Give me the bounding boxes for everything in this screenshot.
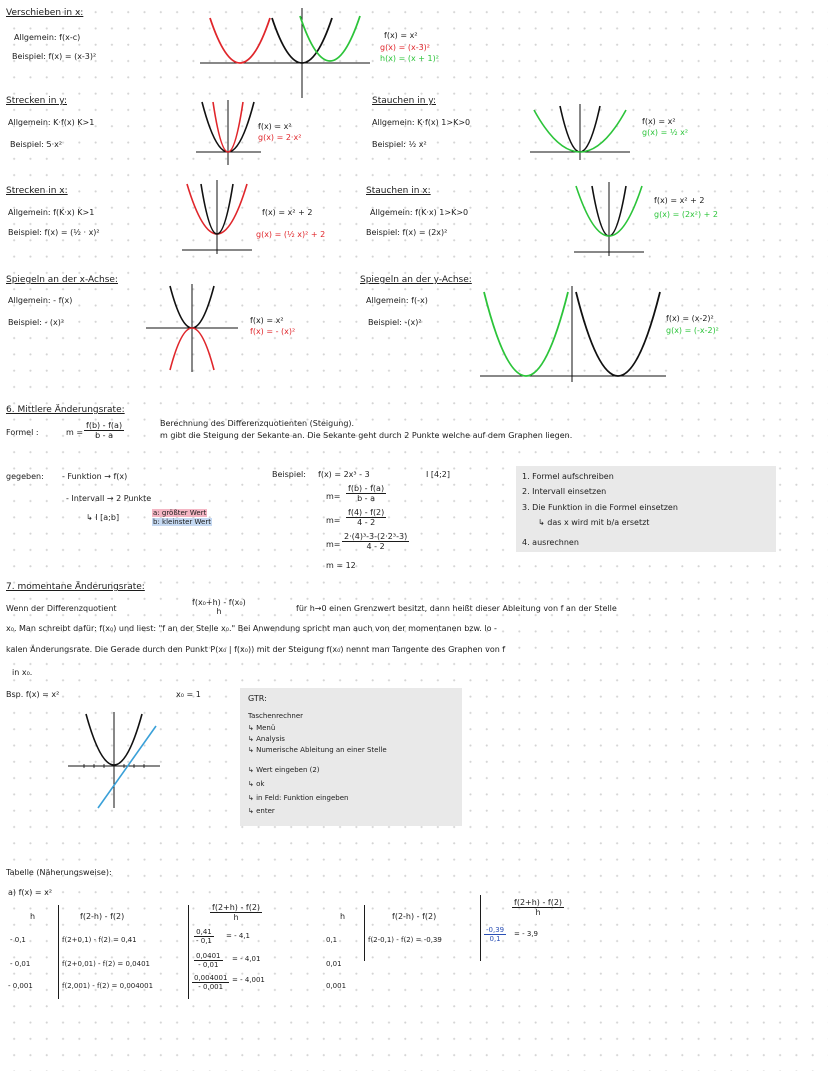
m1-num: f(b) - f(a) <box>348 484 385 493</box>
right-row1-res: = - 3,9 <box>514 930 538 938</box>
step-3: 3. Die Funktion in die Formel einsetzen <box>522 503 678 512</box>
left-row3-h: - 0,001 <box>8 982 33 990</box>
left-divider-1 <box>58 905 59 999</box>
strecken-x-allgemein: Allgemein: f(K·x) K>1 <box>8 208 95 217</box>
right-divider-1 <box>364 905 365 961</box>
left-col-diff-header: f(2-h) - f(2) <box>80 912 125 921</box>
verschieben-f: f(x) = x² <box>384 31 418 40</box>
spiegeln-y-title: Spiegeln an der y-Achse: <box>360 275 472 285</box>
left-row2-frac <box>194 952 223 969</box>
step-3b: ↳ das x wird mit b/a ersetzt <box>538 518 650 527</box>
right-row1-frac <box>484 926 506 943</box>
stauchen-y-allgemein: Allgemein: K·f(x) 1>K>0 <box>372 118 471 127</box>
verschieben-allgemein: Allgemein: f(x-c) <box>14 33 81 42</box>
section7-line4: in x₀. <box>12 668 33 677</box>
beispiel6-interval: I [4;2] <box>426 470 451 479</box>
tabelle-title: Tabelle (Näherungsweise): <box>6 868 112 877</box>
section6-formel-label: Formel : <box>6 428 39 437</box>
strecken-y-graph <box>196 100 261 165</box>
stauchen-y-f: f(x) = x² <box>642 117 676 126</box>
verschieben-title: Verschieben in x: <box>6 8 84 18</box>
stauchen-y-g: g(x) = ½ x² <box>642 128 689 137</box>
right-row1-den: 0,1 <box>489 935 501 943</box>
stauchen-x-f: f(x) = x² + 2 <box>654 196 705 205</box>
right-frac-header-num: f(2+h) - f(2) <box>514 898 563 907</box>
section7-diffquot <box>190 598 248 616</box>
formula-numerator: f(b) - f(a) <box>86 421 123 430</box>
formula-denominator: b - a <box>95 431 114 440</box>
left-row1-h: - 0,1 <box>10 936 26 944</box>
stauchen-y-graph <box>530 104 630 160</box>
left-row2-res: = - 4,01 <box>232 955 261 963</box>
section6-title: 6. Mittlere Änderungsrate: <box>6 405 125 415</box>
gegeben-interval-ab: ↳ I [a;b] <box>86 513 120 522</box>
section6-desc2: m gibt die Steigung der Sekante an. Die Sekante geht durch 2 Punkte welche auf dem Graphen liegen. <box>160 431 573 440</box>
m-result: m = 12 <box>326 561 356 570</box>
gtr-step-3: ↳ Analysis <box>248 735 285 743</box>
right-row1-h: 0,1 <box>326 936 338 944</box>
verschieben-g: g(x) = (x-3)² <box>380 43 431 52</box>
diffquot-num: f(x₀+h) - f(x₀) <box>192 598 246 607</box>
gegeben-label: gegeben: <box>6 472 44 481</box>
stauchen-x-title: Stauchen in x: <box>366 186 431 196</box>
left-divider-2 <box>188 905 189 999</box>
step-4: 4. ausrechnen <box>522 538 579 547</box>
section7-line1a: Wenn der Differenzquotient <box>6 604 117 613</box>
beispiel6-func: f(x) = 2x³ - 3 <box>318 470 370 479</box>
spiegeln-x-f: f(x) = x² <box>250 316 284 325</box>
stauchen-x-g: g(x) = (2x²) + 2 <box>654 210 718 219</box>
m-eq-3: m= <box>326 540 341 549</box>
verschieben-beispiel: Beispiel: f(x) = (x-3)² <box>12 52 97 61</box>
spiegeln-x-allgemein: Allgemein: - f(x) <box>8 296 73 305</box>
m1-den: b - a <box>357 494 376 503</box>
a-note-text: a: größter Wert <box>153 509 207 517</box>
b-note-text: b: kleinster Wert <box>153 518 211 526</box>
gtr-step-5: ↳ Wert eingeben (2) <box>248 766 320 774</box>
right-col-h-header: h <box>340 912 346 921</box>
stauchen-y-beispiel: Beispiel: ½ x² <box>372 140 427 149</box>
section7-bsp: Bsp. f(x) = x² <box>6 690 60 699</box>
left-col-frac-header <box>210 903 262 922</box>
m-frac-3 <box>342 532 409 551</box>
m3-den: 4 - 2 <box>366 542 385 551</box>
beispiel6-label: Beispiel: <box>272 470 306 479</box>
diffquot-den: h <box>216 607 222 616</box>
left-frac-header-num: f(2+h) - f(2) <box>212 903 261 912</box>
section7-x0: x₀ = 1 <box>176 690 201 699</box>
strecken-y-beispiel: Beispiel: 5·x² <box>10 140 63 149</box>
left-row1-den: - 0,1 <box>196 937 212 945</box>
right-divider-2 <box>480 895 481 961</box>
right-col-diff-header: f(2-h) - f(2) <box>392 912 437 921</box>
strecken-x-title: Strecken in x: <box>6 186 68 196</box>
spiegeln-x-title: Spiegeln an der x-Achse: <box>6 275 118 285</box>
left-row3-diff: f(2,001) - f(2) = 0,004001 <box>62 982 154 990</box>
stauchen-x-graph <box>574 182 644 256</box>
m-frac-1 <box>346 484 386 503</box>
gegeben-intervall: - Intervall → 2 Punkte <box>66 494 152 503</box>
spiegeln-y-g: g(x) = (-x-2)² <box>666 326 719 335</box>
spiegeln-y-allgemein: Allgemein: f(-x) <box>366 296 428 305</box>
tangent-graph <box>68 712 160 808</box>
left-row3-num: 0,004001 <box>194 974 228 982</box>
stauchen-y-title: Stauchen in y: <box>372 96 436 106</box>
section6-desc1: Berechnung des Differenzquotienten (Steigung). <box>160 419 355 428</box>
strecken-x-beispiel: Beispiel: f(x) = (½ · x)² <box>8 228 100 237</box>
section6-m-eq: m = <box>66 428 84 437</box>
m-eq-1: m= <box>326 492 341 501</box>
step-1: 1. Formel aufschreiben <box>522 472 614 481</box>
step-2: 2. Intervall einsetzen <box>522 487 607 496</box>
section7-line3: kalen Änderungsrate. Die Gerade durch den Punkt P(x₀ | f(x₀)) mit der Steigung f(x₀) nennt man Tangente des Graphen von f <box>6 645 506 654</box>
gtr-step-8: ↳ enter <box>248 807 275 815</box>
left-row2-diff: f(2+0,01) - f(2) = 0,0401 <box>62 960 150 968</box>
right-row2-h: 0,01 <box>326 960 342 968</box>
section7-line2: x₀. Man schreibt dafür: f(x₀) und liest: "f an der Stelle x₀." Bei Anwendung spricht man auch von der momentanen bzw. lo - <box>6 624 497 633</box>
spiegeln-x-g: f(x) = - (x)² <box>250 327 296 336</box>
section7-title: 7. momentane Änderungsrate: <box>6 582 145 592</box>
gtr-step-4: ↳ Numerische Ableitung an einer Stelle <box>248 746 387 754</box>
m3-num: 2·(4)³-3-(2·2³-3) <box>344 532 408 541</box>
strecken-y-g: g(x) = 2·x² <box>258 133 302 142</box>
tabelle-sub: a) f(x) = x² <box>8 888 53 897</box>
strecken-y-allgemein: Allgemein: K·f(x) K>1 <box>8 118 95 127</box>
left-row3-den: - 0,001 <box>198 983 224 991</box>
m2-num: f(4) - f(2) <box>348 508 385 517</box>
spiegeln-x-beispiel: Beispiel: - (x)² <box>8 318 65 327</box>
section6-formula <box>84 421 124 440</box>
section7-line1b: für h→0 einen Grenzwert besitzt, dann heißt dieser Ableitung von f an der Stelle <box>296 604 617 613</box>
gtr-title: GTR: <box>248 694 267 703</box>
strecken-x-g: g(x) = (½ x)² + 2 <box>256 230 326 239</box>
left-row1-num: 0,41 <box>196 928 212 936</box>
gtr-box <box>240 688 462 826</box>
gtr-step-7: ↳ in Feld: Funktion eingeben <box>248 794 349 802</box>
left-col-h-header: h <box>30 912 36 921</box>
left-row1-frac <box>194 928 214 945</box>
left-row2-num: 0,0401 <box>196 952 221 960</box>
left-frac-header-den: h <box>233 913 239 922</box>
verschieben-graph <box>200 8 380 98</box>
strecken-x-f: f(x) = x² + 2 <box>262 208 313 217</box>
gtr-step-1: Taschenrechner <box>248 712 304 720</box>
spiegeln-x-graph <box>146 284 238 372</box>
strecken-y-title: Strecken in y: <box>6 96 67 106</box>
spiegeln-y-f: f(x) = (x-2)² <box>666 314 714 323</box>
strecken-y-f: f(x) = x² <box>258 122 292 131</box>
right-row1-diff: f(2-0,1) - f(2) = -0,39 <box>368 936 442 944</box>
right-col-frac-header <box>512 898 564 917</box>
left-row1-diff: f(2+0,1) - f(2) = 0,41 <box>62 936 137 944</box>
left-row3-frac <box>192 974 229 991</box>
right-frac-header-den: h <box>535 908 541 917</box>
b-note <box>152 518 212 527</box>
right-row1-num: -0,39 <box>486 926 505 934</box>
a-note <box>152 509 207 518</box>
spiegeln-y-beispiel: Beispiel: -(x)² <box>368 318 422 327</box>
strecken-x-graph <box>182 180 252 254</box>
gegeben-funktion: - Funktion → f(x) <box>62 472 128 481</box>
gtr-step-2: ↳ Menü <box>248 724 276 732</box>
m-frac-2 <box>346 508 386 527</box>
stauchen-x-beispiel: Beispiel: f(x) = (2x)² <box>366 228 448 237</box>
m2-den: 4 - 2 <box>357 518 376 527</box>
stauchen-x-allgemein: Allgemein: f(K·x) 1>K>0 <box>370 208 469 217</box>
left-row2-den: - 0,01 <box>198 961 219 969</box>
right-row3-h: 0,001 <box>326 982 347 990</box>
left-row3-res: = - 4,001 <box>232 976 265 984</box>
verschieben-h: h(x) = (x + 1)² <box>380 54 439 63</box>
m-eq-2: m= <box>326 516 341 525</box>
spiegeln-y-graph <box>480 286 666 382</box>
gtr-step-6: ↳ ok <box>248 780 265 788</box>
left-row1-res: = - 4,1 <box>226 932 250 940</box>
left-row2-h: - 0,01 <box>10 960 31 968</box>
